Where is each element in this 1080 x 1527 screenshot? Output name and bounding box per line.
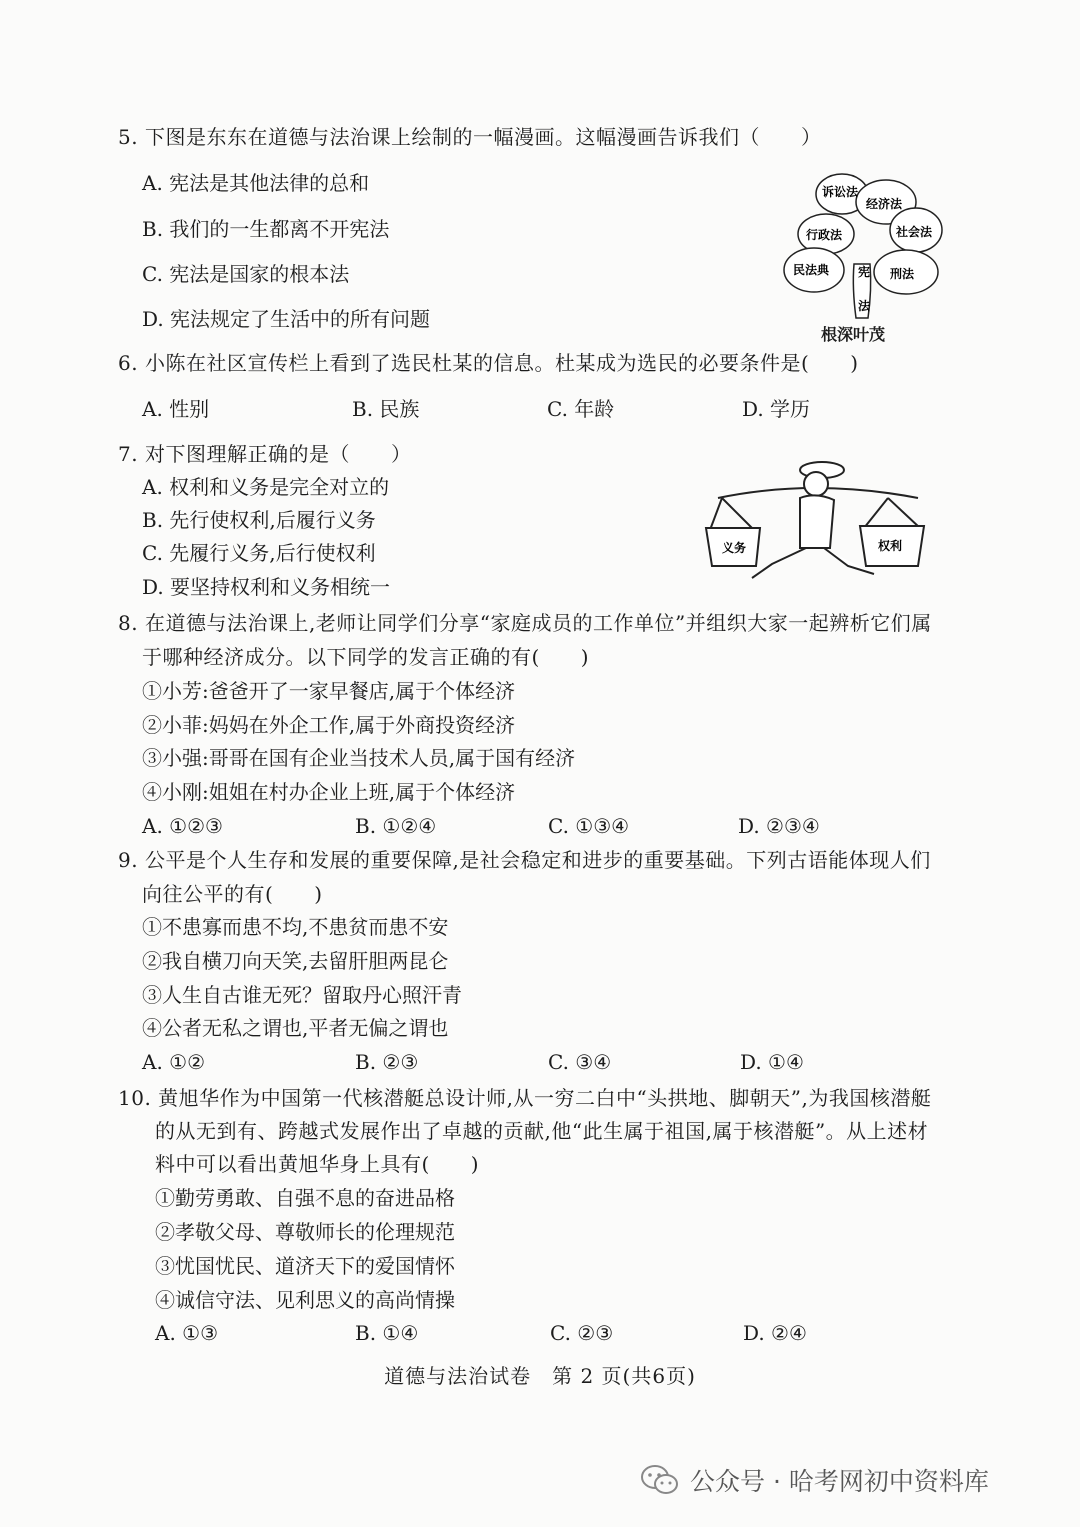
q7-option-c: C. 先履行义务,后行使权利	[142, 541, 376, 565]
q10-stem-line-1: 10. 黄旭华作为中国第一代核潜艇总设计师,从一穷二白中“头拱地、脚朝天”,为我国核潜艇	[118, 1086, 932, 1110]
q9-item-1: ①不患寡而患不均,不患贫而患不安	[142, 915, 449, 939]
q10-stem-line-3: 料中可以看出黄旭华身上具有( )	[155, 1152, 480, 1176]
q9-stem-line-1: 9. 公平是个人生存和发展的重要保障,是社会稳定和进步的重要基础。下列古语能体现人们	[118, 848, 931, 872]
basket-left-label: 义务	[722, 541, 747, 555]
wechat-icon	[640, 1464, 680, 1496]
q9-item-4: ④公者无私之谓也,平者无偏之谓也	[142, 1016, 449, 1040]
page-footer: 道德与法治试卷 第 2 页(共6页)	[384, 1364, 696, 1388]
q10-option-b: B. ①④	[355, 1321, 419, 1345]
watermark	[640, 1462, 989, 1498]
q10-option-d: D. ②④	[743, 1321, 807, 1345]
basket-right-label: 权利	[878, 539, 903, 553]
tree-leaf-2: 经济法	[866, 197, 903, 211]
q10-item-2: ②孝敬父母、尊敬师长的伦理规范	[155, 1220, 455, 1244]
tree-leaf-4: 社会法	[896, 225, 933, 239]
q7-option-b: B. 先行使权利,后履行义务	[142, 508, 376, 532]
q8-option-d: D. ②③④	[738, 814, 820, 838]
q9-item-3: ③人生自古谁无死？留取丹心照汗青	[142, 983, 462, 1007]
q8-stem-line-2: 于哪种经济成分。以下同学的发言正确的有( )	[142, 645, 590, 669]
q8-stem-line-1: 8. 在道德与法治课上,老师让同学们分享“家庭成员的工作单位”并组织大家一起辨析它们属	[118, 611, 932, 635]
q9-option-a: A. ①②	[142, 1050, 206, 1074]
q10-item-4: ④诚信守法、见利思义的高尚情操	[155, 1288, 455, 1312]
q10-stem-line-2: 的从无到有、跨越式发展作出了卓越的贡献,他“此生属于祖国,属于核潜艇”。从上述材	[155, 1119, 929, 1143]
q7-option-d: D. 要坚持权利和义务相统一	[142, 575, 391, 599]
q6-option-c: C. 年龄	[547, 397, 615, 421]
q5-option-a: A. 宪法是其他法律的总和	[142, 171, 370, 195]
q9-stem-line-2: 向往公平的有( )	[142, 882, 323, 906]
watermark-text: 公众号 · 哈考网初中资料库	[690, 1467, 989, 1496]
tree-trunk-char-2: 法	[858, 299, 871, 313]
q9-option-d: D. ①④	[740, 1050, 804, 1074]
q8-item-3: ③小强:哥哥在国有企业当技术人员,属于国有经济	[142, 746, 576, 770]
tree-trunk-char-1: 宪	[858, 265, 871, 279]
q5-option-c: C. 宪法是国家的根本法	[142, 262, 350, 286]
q6-stem: 6. 小陈在社区宣传栏上看到了选民杜某的信息。杜某成为选民的必要条件是( )	[118, 351, 859, 375]
tree-leaf-6: 刑法	[890, 267, 915, 281]
q9-option-b: B. ②③	[355, 1050, 419, 1074]
q5-option-d: D. 宪法规定了生活中的所有问题	[142, 307, 431, 331]
q8-option-b: B. ①②④	[355, 814, 437, 838]
q5-option-b: B. 我们的一生都离不开宪法	[142, 217, 390, 241]
tree-leaf-3: 行政法	[806, 228, 843, 242]
q6-option-b: B. 民族	[352, 397, 420, 421]
q8-item-2: ②小菲:妈妈在外企工作,属于外商投资经济	[142, 713, 516, 737]
tree-leaf-1: 诉讼法	[822, 185, 859, 199]
shoulder-pole-illustration	[688, 448, 940, 598]
q5-stem: 5. 下图是东东在道德与法治课上绘制的一幅漫画。这幅漫画告诉我们（ ）	[118, 125, 822, 149]
q9-option-c: C. ③④	[548, 1050, 612, 1074]
q7-stem: 7. 对下图理解正确的是（ ）	[118, 442, 412, 466]
q10-option-a: A. ①③	[155, 1321, 219, 1345]
q8-item-1: ①小芳:爸爸开了一家早餐店,属于个体经济	[142, 679, 516, 703]
q6-option-a: A. 性别	[142, 397, 210, 421]
q8-item-4: ④小刚:姐姐在村办企业上班,属于个体经济	[142, 780, 516, 804]
q7-option-a: A. 权利和义务是完全对立的	[142, 475, 390, 499]
q9-item-2: ②我自横刀向天笑,去留肝胆两昆仑	[142, 949, 449, 973]
q6-option-d: D. 学历	[742, 397, 811, 421]
tree-caption: 根深叶茂	[821, 325, 886, 344]
q8-option-a: A. ①②③	[142, 814, 223, 838]
q8-option-c: C. ①③④	[548, 814, 630, 838]
q10-item-3: ③忧国忧民、道济天下的爱国情怀	[155, 1254, 455, 1278]
q10-option-c: C. ②③	[550, 1321, 614, 1345]
tree-leaf-5: 民法典	[793, 263, 830, 277]
q10-item-1: ①勤劳勇敢、自强不息的奋进品格	[155, 1186, 455, 1210]
constitution-tree-illustration	[778, 168, 948, 322]
